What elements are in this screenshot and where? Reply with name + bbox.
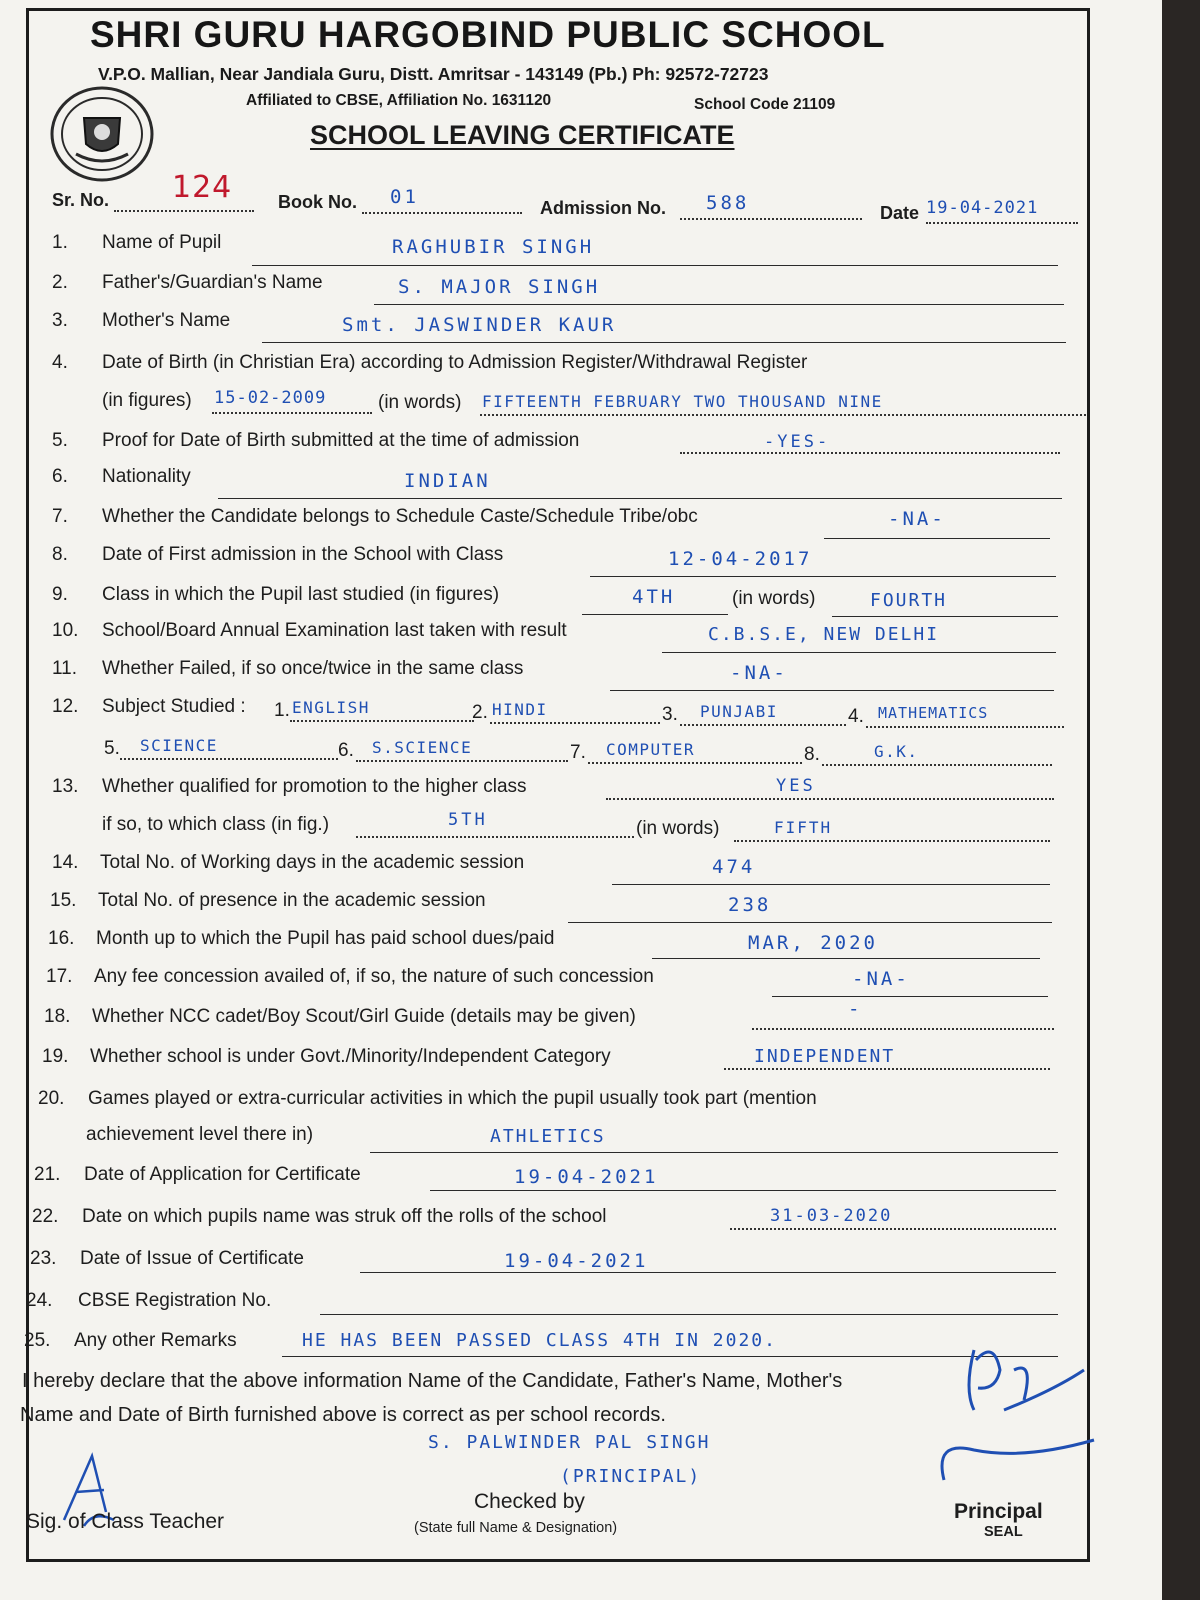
dues-label: Month up to which the Pupil has paid school dues/paid [96,928,555,949]
school-category-label: Whether school is under Govt./Minority/Independent Category [90,1046,611,1067]
category-value: -NA- [888,508,946,530]
exam-result-label: School/Board Annual Examination last taken with result [102,620,567,641]
declaration-line-2: Name and Date of Birth furnished above is correct as per school records. [20,1404,666,1426]
last-class-words-value: FOURTH [870,590,948,611]
first-admission-label: Date of First admission in the School with Class [102,544,504,565]
admission-no-value: 588 [706,192,750,214]
pupil-name-value: RAGHUBIR SINGH [392,236,595,258]
item-number: 20. [38,1088,65,1109]
checked-by-note: (State full Name & Designation) [414,1520,618,1536]
dues-value: MAR, 2020 [748,932,878,954]
dob-label: Date of Birth (in Christian Era) according to Admission Register/Withdrawal Register [102,352,808,373]
subject-number: 3. [662,704,678,725]
item-number: 8. [52,544,68,565]
admission-no-label: Admission No. [540,198,667,218]
date-value: 19-04-2021 [926,198,1039,218]
item-number: 21. [34,1164,61,1185]
first-admission-value: 12-04-2017 [668,548,813,570]
school-address: V.P.O. Mallian, Near Jandiala Guru, Distt. Amritsar - 143149 (Pb.) Ph: 92572-72723 [98,64,769,84]
subject-6: S.SCIENCE [372,738,473,757]
subject-number: 5. [104,738,120,759]
subject-number: 4. [848,706,864,727]
item-number: 19. [42,1046,69,1067]
subject-number: 6. [338,740,354,761]
declaration-line-1: I hereby declare that the above information Name of the Candidate, Father's Name, Mother's [22,1370,843,1392]
exam-result-value: C.B.S.E, NEW DELHI [708,624,940,645]
principal-name: S. PALWINDER PAL SINGH [428,1432,711,1453]
presence-label: Total No. of presence in the academic session [98,890,486,911]
promotion-label: Whether qualified for promotion to the higher class [102,776,527,797]
dob-figures-label: (in figures) [102,390,192,411]
subject-number: 7. [570,742,586,763]
working-days-label: Total No. of Working days in the academic session [100,852,525,873]
dob-proof-label: Proof for Date of Birth submitted at the time of admission [102,430,580,451]
item-number: 23. [30,1248,57,1269]
item-number: 4. [52,352,68,373]
item-number: 7. [52,506,68,527]
item-number: 13. [52,776,79,797]
promotion-class-label: if so, to which class (in fig.) [102,814,330,835]
subject-4: MATHEMATICS [878,704,989,722]
seal-label: SEAL [984,1524,1023,1540]
item-number: 15. [50,890,77,911]
certificate-title: SCHOOL LEAVING CERTIFICATE [310,120,735,150]
mother-name-label: Mother's Name [102,310,231,331]
failed-label: Whether Failed, if so once/twice in the same class [102,658,524,679]
item-number: 17. [46,966,73,987]
issue-date-label: Date of Issue of Certificate [80,1248,304,1269]
struck-off-label: Date on which pupils name was struk off the rolls of the school [82,1206,607,1227]
activities-label-2: achievement level there in) [86,1124,314,1145]
category-label: Whether the Candidate belongs to Schedule Caste/Schedule Tribe/obc [102,506,698,527]
date-label: Date [880,203,920,223]
item-number: 14. [52,852,79,873]
father-name-label: Father's/Guardian's Name [102,272,323,293]
school-category-value: INDEPENDENT [754,1046,896,1067]
remarks-value: HE HAS BEEN PASSED CLASS 4TH IN 2020. [302,1330,777,1351]
book-no-value: 01 [390,186,419,208]
item-number: 9. [52,584,68,605]
promotion-words-value: FIFTH [774,818,833,837]
last-class-words-label: (in words) [732,588,816,609]
class-teacher-label: Sig. of Class Teacher [26,1510,225,1533]
activities-label: Games played or extra-curricular activities in which the pupil usually took part (mention [88,1088,817,1109]
principal-label: Principal [954,1500,1043,1523]
subject-number: 1. [274,700,290,721]
ncc-label: Whether NCC cadet/Boy Scout/Girl Guide (details may be given) [92,1006,636,1027]
item-number: 24. [26,1290,53,1311]
item-number: 18. [44,1006,71,1027]
activities-value: ATHLETICS [490,1126,606,1147]
working-days-value: 474 [712,856,756,878]
subject-7: COMPUTER [606,740,696,759]
affiliation: Affiliated to CBSE, Affiliation No. 1631120 [246,92,552,109]
remarks-label: Any other Remarks [74,1330,237,1351]
item-number: 3. [52,310,68,331]
checked-by-label: Checked by [474,1490,585,1513]
item-number: 16. [48,928,75,949]
item-number: 10. [52,620,79,641]
subject-number: 2. [472,702,488,723]
dob-words-label: (in words) [378,392,462,413]
item-number: 6. [52,466,68,487]
last-class-label: Class in which the Pupil last studied (in figures) [102,584,500,605]
father-name-value: S. MAJOR SINGH [398,276,601,298]
ncc-value: - [848,998,863,1020]
school-logo [46,84,158,184]
last-class-figures-value: 4TH [632,586,676,608]
promotion-value: YES [776,776,816,796]
school-name: SHRI GURU HARGOBIND PUBLIC SCHOOL [90,14,886,55]
nationality-label: Nationality [102,466,191,487]
principal-signature [934,1330,1114,1490]
failed-value: -NA- [730,662,788,684]
item-number: 2. [52,272,68,293]
subject-8: G.K. [874,742,919,761]
promotion-class-value: 5TH [448,810,488,830]
item-number: 11. [52,658,78,679]
subject-3: PUNJABI [700,702,778,721]
issue-date-value: 19-04-2021 [504,1250,649,1272]
application-date-label: Date of Application for Certificate [84,1164,361,1185]
promotion-words-label: (in words) [636,818,720,839]
subjects-label: Subject Studied : [102,696,246,717]
item-number: 12. [52,696,79,717]
sr-no-value: 124 [172,170,233,205]
nationality-value: INDIAN [404,470,491,492]
principal-designation: (PRINCIPAL) [560,1466,702,1487]
subject-number: 8. [804,744,820,765]
sr-no-label: Sr. No. [52,190,110,210]
item-number: 5. [52,430,68,451]
subject-1: ENGLISH [292,698,370,717]
presence-value: 238 [728,894,772,916]
dob-figures-value: 15-02-2009 [214,388,327,408]
fee-concession-value: -NA- [852,968,910,990]
item-number: 22. [32,1206,59,1227]
dob-words-value: FIFTEENTH FEBRUARY TWO THOUSAND NINE [482,392,883,411]
application-date-value: 19-04-2021 [514,1166,659,1188]
school-code: School Code 21109 [694,96,836,113]
subject-5: SCIENCE [140,736,218,755]
fee-concession-label: Any fee concession availed of, if so, the nature of such concession [94,966,654,987]
dob-proof-value: -YES- [764,432,831,452]
book-no-label: Book No. [278,192,357,212]
mother-name-value: Smt. JASWINDER KAUR [342,314,617,336]
struck-off-value: 31-03-2020 [770,1206,893,1226]
pupil-name-label: Name of Pupil [102,232,222,253]
cbse-reg-label: CBSE Registration No. [78,1290,272,1311]
item-number: 1. [52,232,68,253]
item-number: 25. [24,1330,51,1351]
subject-2: HINDI [492,700,548,719]
